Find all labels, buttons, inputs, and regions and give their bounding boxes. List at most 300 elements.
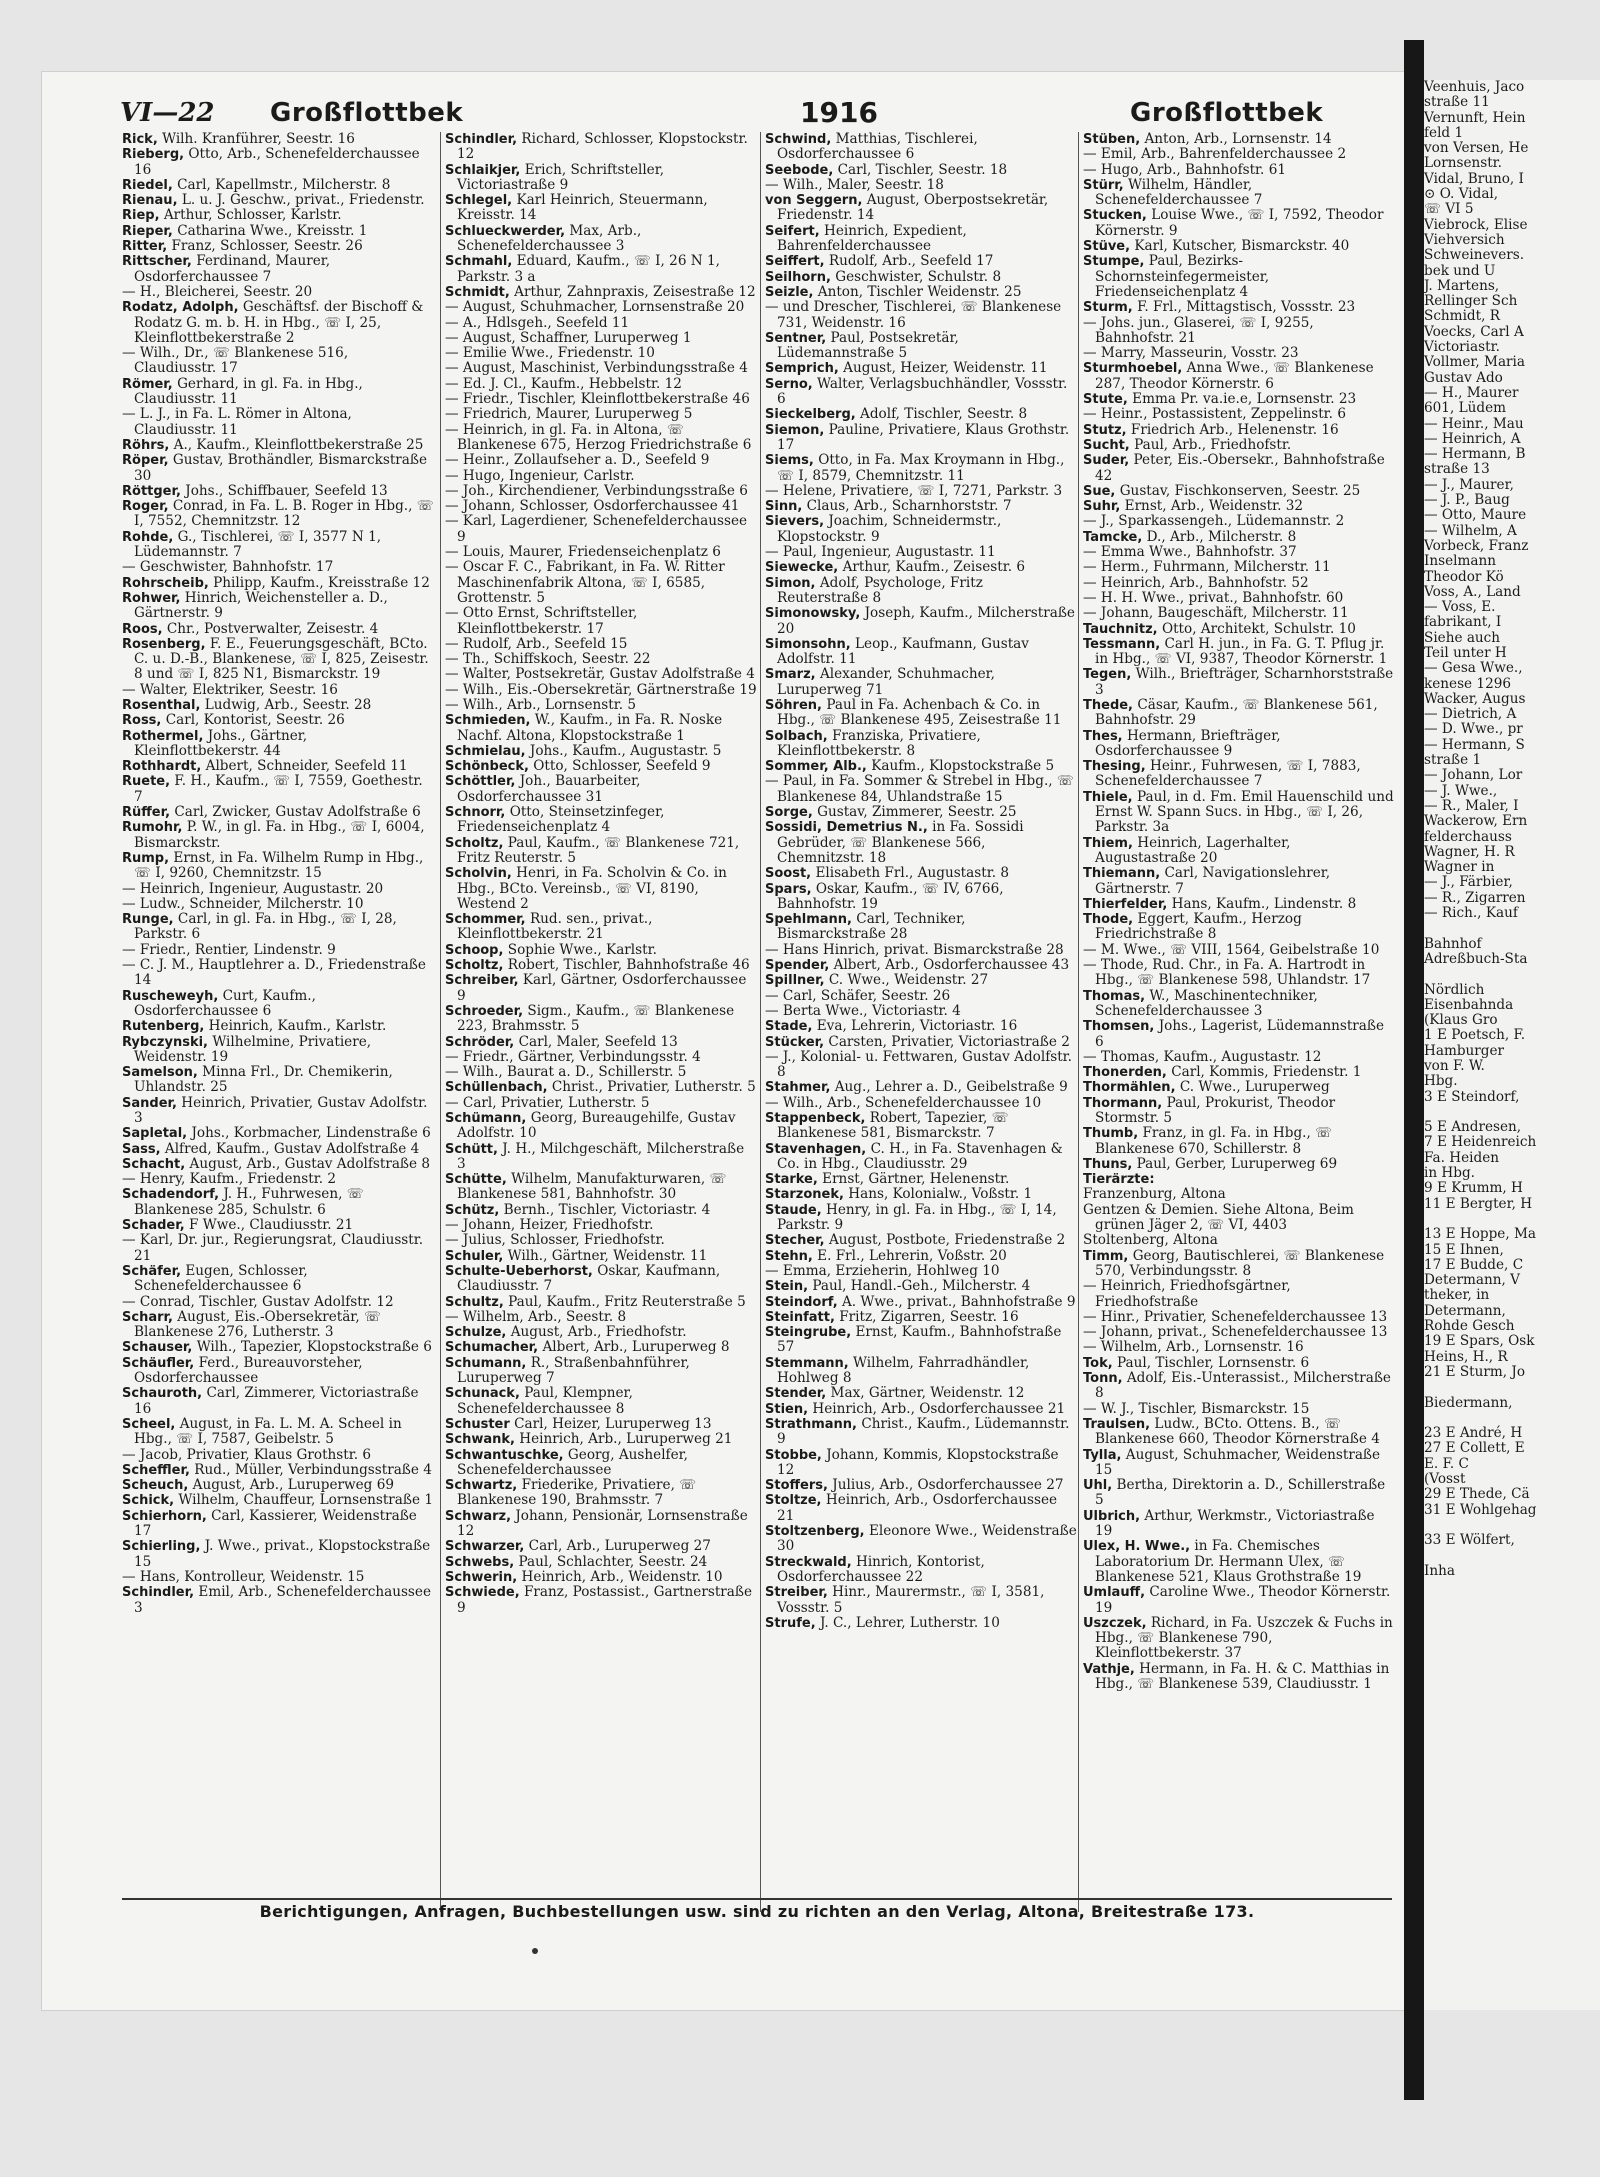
entry-surname: Sander, [122,1095,177,1111]
directory-entry [122,1065,434,1096]
fragment-line: Wagner in [1424,859,1495,876]
entry-details: Carl, Tischler, Seestr. 18 [837,161,1008,178]
fragment-line: Biedermann, [1424,1394,1513,1411]
fragment-line [1424,967,1600,982]
entry-details: — H. H. Wwe., privat., Bahnhofstr. 60 [1083,589,1344,606]
entry-surname: Schüllenbach, [445,1080,548,1096]
entry-surname: Sturm, [1083,300,1133,316]
fragment-line: — Dietrich, A [1424,706,1517,723]
directory-entry [122,1448,434,1463]
entry-surname: Steingrube, [765,1325,852,1341]
entry-details: Johs., Lagerist, Lüdemannstraße 6 [1095,1018,1385,1050]
entry-details: Carl, Maler, Seefeld 13 [518,1033,678,1050]
fragment-line: — R., Zigarren [1424,889,1526,906]
entry-surname: Thode, [1083,912,1134,928]
directory-entry [1083,759,1395,790]
fragment-line: Theodor Kö [1424,568,1504,585]
entry-surname: Stobbe, [765,1447,822,1463]
directory-entry [122,683,434,698]
directory-entry [1083,392,1395,407]
entry-details: Franz, Schlosser, Seestr. 26 [171,238,363,255]
entry-details: Philipp, Kaufm., Kreisstraße 12 [213,574,430,591]
entry-surname: Thede, [1083,697,1134,713]
entry-surname: Steindorf, [765,1294,838,1310]
directory-entry [445,407,757,422]
directory-entry [445,1111,757,1142]
entry-surname: Rohwer, [122,590,181,606]
directory-entry [765,1448,1077,1479]
directory-entry [765,958,1077,973]
directory-entry [765,866,1077,881]
entry-surname: Seilhorn, [765,269,831,285]
entry-surname: Rick, [122,132,158,147]
entry-surname: Schierhorn, [122,1508,207,1524]
directory-entry [1083,1279,1395,1310]
directory-entry [122,1187,434,1218]
entry-details: Carl, Arb., Luruperweg 27 [528,1538,711,1555]
directory-entry [445,1585,757,1616]
entry-surname: Schmahl, [445,254,513,270]
entry-details: Heinrich, Privatier, Gustav Adolfstr. 3 [134,1094,428,1126]
entry-surname: Thes, [1083,728,1123,744]
directory-entry [122,1417,434,1448]
entry-details: L. u. J. Geschw., privat., Friedenstr. [181,192,425,209]
directory-entry [1083,1233,1395,1248]
entry-details: — Johs. jun., Glaserei, ☏ I, 9255, Bahnhofstr. 21 [1083,314,1314,346]
entry-details: Carl, Kommis, Friedenstr. 1 [1171,1064,1362,1081]
directory-entry [122,759,434,774]
directory-entry [765,1325,1077,1356]
entry-details: — Wilh., Baurat a. D., Schillerstr. 5 [445,1064,687,1081]
entry-details: Gerhard, in gl. Fa. in Hbg., Claudiusstr. 11 [134,375,363,408]
entry-details: — Carl, Schäfer, Seestr. 26 [765,987,951,1004]
directory-entry [765,1356,1077,1387]
entry-details: Henry, in gl. Fa. in Hbg., ☏ I, 14, Parkstr. 9 [777,1201,1057,1234]
directory-entry [122,805,434,820]
directory-entry [1083,943,1395,958]
entry-details: Alexander, Schuhmacher, Luruperweg 71 [777,666,995,698]
entry-details: — L. J., in Fa. L. Römer in Altona, Claudiusstr. 11 [122,406,352,438]
entry-details: J. Wwe., privat., Klopstockstraße 15 [134,1538,431,1570]
directory-entry [445,1340,757,1355]
entry-details: Carl, Kontorist, Seestr. 26 [165,712,345,729]
entry-details: Ernst, in Fa. Wilhelm Rump in Hbg., ☏ I, 9260, Chemnitzstr. 15 [134,849,424,882]
entry-surname: Stumpe, [1083,254,1145,270]
directory-entry [122,882,434,897]
fragment-line: straße 1 [1424,752,1482,769]
directory-entry [122,208,434,223]
entry-details: Richard, in Fa. Uszczek & Fuchs in Hbg., ☏ Blankenese 790, Kleinflottbekerstr. 37 [1095,1614,1393,1662]
directory-entry [122,698,434,713]
fragment-line: Determann, V [1424,1272,1520,1289]
entry-details: — Wilh., Arb., Schenefelderchaussee 10 [765,1094,1042,1111]
entry-details: — Johann, Schlosser, Osdorferchaussee 41 [445,498,740,515]
directory-entry [765,729,1077,760]
directory-entry [445,423,757,454]
entry-details: Emma Pr. va.ie.e, Lornsenstr. 23 [1132,391,1357,408]
fragment-line: straße 11 [1424,94,1490,111]
entry-surname: Samelson, [122,1065,198,1081]
directory-entry [445,1050,757,1065]
entry-surname: Rohrscheib, [122,575,209,591]
entry-details: Johs., Korbmacher, Lindenstraße 6 [191,1125,431,1142]
fragment-line: Schmidt, R [1424,308,1500,325]
entry-details: Max, Arb., Schenefelderchaussee 3 [457,222,642,255]
entry-details: Sigm., Kaufm., ☏ Blankenese 223, Brahmsstr. 5 [457,1002,735,1035]
directory-entry [765,499,1077,514]
entry-details: Paul, Arb., Friedhofstr. [1134,436,1292,453]
fragment-line: — Heinrich, A [1424,430,1521,447]
entry-surname: Stoltze, [765,1493,822,1509]
entry-details: August, Arb., Gustav Adolfstraße 8 [189,1155,431,1172]
fragment-line: — Wilhelm, A [1424,522,1517,539]
entry-surname: Thomsen, [1083,1019,1155,1035]
entry-surname: Scheffler, [122,1462,190,1478]
entry-surname: Strathmann, [765,1416,857,1432]
fragment-line: straße 13 [1424,461,1490,478]
entry-surname: Schlegel, [445,193,513,209]
entry-surname: Schwarz, [445,1508,512,1524]
fragment-line: 5 E Andresen, [1424,1119,1522,1136]
entry-details: Leop., Kaufmann, Gustav Adolfstr. 11 [777,635,1029,668]
directory-entry [765,224,1077,255]
fragment-line: Viehversich [1424,231,1505,248]
directory-entry [122,132,434,147]
directory-entry [1083,790,1395,836]
entry-surname: Tamcke, [1083,529,1143,545]
facing-page-fragment [1424,80,1600,2010]
entry-surname: Stemmann, [765,1355,849,1371]
directory-entry [765,1111,1077,1142]
directory-entry [1083,1157,1395,1172]
directory-entry [765,1050,1077,1081]
entry-surname: Starke, [765,1172,818,1188]
entry-details: Otto, Architekt, Schulstr. 10 [1161,620,1356,637]
directory-entry [445,514,757,545]
fragment-line: Bahnhof [1424,935,1482,952]
directory-entry [122,637,434,683]
directory-entry [1083,606,1395,621]
entry-details: August, Postbote, Friedenstraße 2 [828,1232,1066,1249]
fragment-line: Hbg. [1424,1073,1458,1090]
directory-entry [445,1509,757,1540]
entry-details: Peter, Eis.-Obersekr., Bahnhofstraße 42 [1095,452,1385,484]
entry-details: Christ., Kaufm., Lüdemannstr. 9 [777,1415,1070,1448]
entry-surname: Scheuch, [122,1478,189,1494]
entry-surname: Sue, [1083,483,1116,499]
entry-details: Franziska, Privatiere, Kleinflottbekerstr. 8 [777,727,981,759]
directory-entry [122,1096,434,1127]
entry-details: Eduard, Kaufm., ☏ I, 26 N 1, Parkstr. 3 a [457,253,720,285]
entry-details: Anna Wwe., ☏ Blankenese 287, Theodor Körnerstr. 6 [1095,360,1374,392]
entry-surname: Schierling, [122,1539,201,1555]
entry-surname: Schumann, [445,1355,527,1371]
directory-entry [765,1310,1077,1325]
directory-entry [1083,545,1395,560]
fragment-line: (Vosst [1424,1471,1466,1488]
fragment-line: Eisenbahnda [1424,996,1514,1013]
fragment-line: theker, in [1424,1287,1490,1304]
fragment-line: Inselmann [1424,553,1496,570]
entry-surname: Rosenberg, [122,636,206,652]
entry-surname: Timm, [1083,1248,1129,1264]
fragment-line: feld 1 [1424,124,1464,141]
directory-entry [445,193,757,224]
directory-entry [1083,836,1395,867]
entry-surname: Schwebs, [445,1554,515,1570]
directory-entry [445,713,757,744]
directory-entry [1083,514,1395,529]
entry-details: Hinrich, Weichensteller a. D., Gärtnerstr. 9 [134,589,388,622]
entry-surname: Serno, [765,376,813,392]
directory-entry [445,836,757,867]
directory-entry [122,346,434,377]
directory-entry [1083,1402,1395,1417]
entry-surname: Söhren, [765,697,822,713]
entry-details: Anton, Arb., Lornsenstr. 14 [1144,132,1332,147]
fragment-line: — Otto, Maure [1424,507,1527,524]
entry-details: Otto, Steinsetzinfeger, Friedenseichenplatz 4 [457,804,665,836]
entry-details: P. W., in gl. Fa. in Hbg., ☏ I, 6004, Bismarckstr. [134,819,425,851]
directory-entry [765,1172,1077,1187]
entry-surname: Spehlmann, [765,912,852,928]
entry-surname: Rothhardt, [122,759,202,775]
entry-surname: Sentner, [765,330,827,346]
entry-surname: Schader, [122,1218,185,1234]
entry-details: Joachim, Schneidermstr., Klopstockstr. 9 [777,513,1002,545]
entry-details: Heinr., Fuhrwesen, ☏ I, 7883, Schenefelderchaussee 7 [1095,758,1361,790]
directory-entry [445,1096,757,1111]
entry-details: Gustav, Fischkonserven, Seestr. 25 [1119,482,1361,499]
entry-details: F. E., Feuerungsgeschäft, BCto. C. u. D.-B., Blankenese, ☏ I, 825, Zeisestr. 8 und ☏ I, 825 N1, Bismarckstr. 19 [134,635,429,683]
fragment-line: Victoriastr. [1424,339,1500,356]
entry-details: Curt, Kaufm., Osdorferchaussee 6 [134,987,316,1019]
entry-details: — J., Kolonial- u. Fettwaren, Gustav Adolfstr. 8 [765,1048,1072,1081]
directory-entry [765,576,1077,607]
entry-surname: Stecher, [765,1233,825,1249]
fragment-line: — Hermann, S [1424,736,1525,753]
entry-surname: Uhl, [1083,1478,1113,1494]
entry-surname: Tok, [1083,1355,1113,1371]
directory-entry [1083,1448,1395,1479]
fragment-line: von F. W. [1424,1058,1485,1074]
entry-details: — Friedr., Rentier, Lindenstr. 9 [122,941,336,958]
entry-surname: Schwerin, [445,1569,518,1585]
directory-entry [122,147,434,178]
entry-details: — Friedrich, Maurer, Luruperweg 5 [445,406,693,423]
entry-details: Albert, Schneider, Seefeld 11 [205,758,408,775]
directory-entry [765,1080,1077,1095]
entry-details: — Walter, Elektriker, Seestr. 16 [122,681,338,698]
entry-details: Carl H. jun., in Fa. G. T. Pflug jr. in Hbg., ☏ VI, 9387, Theodor Körnerstr. 1 [1095,635,1388,668]
entry-surname: Rodatz, Adolph, [122,300,239,316]
entry-surname: Solbach, [765,728,828,744]
entry-details: Carl, Navigationslehrer, Gärtnerstr. 7 [1095,865,1331,897]
directory-entry [445,1570,757,1585]
column-3 [760,132,1077,1912]
entry-details: Paul, Klempner, Schenefelderchaussee 8 [457,1385,633,1417]
directory-entry [1083,1080,1395,1095]
entry-details: Rudolf, Arb., Seefeld 17 [828,253,994,270]
directory-entry [765,820,1077,866]
directory-entry [122,1126,434,1141]
entry-surname: Schütte, [445,1172,507,1188]
entry-details: Ludw., BCto. Ottens. B., ☏ Blankenese 660, Theodor Körnerstraße 4 [1095,1415,1380,1448]
entry-details: Ernst, Gärtner, Helenenstr. [822,1171,1010,1188]
entry-details: Wilhelmine, Privatiere, Weidenstr. 19 [134,1033,372,1065]
entry-details: Heinrich, Lagerhalter, Augustastraße 20 [1095,834,1291,866]
entry-surname: Smarz, [765,667,816,683]
entry-surname: Rumohr, [122,820,183,836]
directory-entry [765,882,1077,913]
directory-entry [1083,958,1395,989]
fragment-line: — J., Maurer, [1424,476,1514,493]
entry-details: Adolf, Tischler, Seestr. 8 [860,406,1028,423]
directory-entry [445,1448,757,1479]
entry-surname: Thiele, [1083,789,1133,805]
entry-surname: Stutz, [1083,422,1127,438]
entry-details: — Geschwister, Bahnhofstr. 17 [122,559,334,576]
entry-details: Minna Frl., Dr. Chemikerin, Uhlandstr. 25 [134,1064,393,1096]
fragment-line: E. F. C [1424,1455,1469,1472]
entry-details: Paul, Postsekretär, Lüdemannstraße 5 [777,329,959,362]
entry-surname: Tylla, [1083,1447,1122,1463]
directory-entry [122,1478,434,1493]
entry-details: Christ., Privatier, Lutherstr. 5 [551,1079,756,1096]
entry-details: — Hans, Kontrolleur, Weidenstr. 15 [122,1568,365,1585]
entry-details: Conrad, in Fa. L. B. Roger in Hbg., ☏ I, 7552, Chemnitzstr. 12 [134,498,434,530]
directory-entry [445,637,757,652]
entry-surname: Rothermel, [122,728,204,744]
entry-surname: Schümann, [445,1111,527,1126]
entry-surname: Thierfelder, [1083,896,1168,912]
fragment-line: Determann, [1424,1302,1506,1319]
directory-entry [765,423,1077,454]
directory-entry [1083,698,1395,729]
directory-entry [445,744,757,759]
directory-entry [445,1539,757,1554]
directory-entry [1083,163,1395,178]
directory-entry [445,973,757,1004]
entry-surname: Suhr, [1083,499,1121,515]
fragment-line: 1 E Poetsch, F. [1424,1027,1526,1044]
directory-entry [765,1264,1077,1279]
entry-details: — Herm., Fuhrmann, Milcherstr. 11 [1083,559,1331,576]
entry-surname: Roos, [122,621,163,637]
entry-surname: Sucht, [1083,437,1130,453]
directory-entry [122,622,434,637]
entry-details: R., Straßenbahnführer, Luruperweg 7 [457,1354,690,1387]
entry-details: Heinrich, Arb., Osdorferchaussee 21 [777,1492,1058,1524]
column-1 [122,132,434,1912]
entry-surname: Schütt, [445,1141,498,1157]
directory-entry [122,851,434,882]
directory-entry [1083,560,1395,575]
entry-details: Ludwig, Arb., Seestr. 28 [204,696,372,713]
fragment-line: — Heinr., Mau [1424,415,1524,432]
directory-entry [765,484,1077,499]
directory-entry [445,1233,757,1248]
entry-surname: Siemon, [765,422,825,438]
entry-details: Sophie Wwe., Karlstr. [507,941,657,958]
year-heading: 1916 [800,96,878,129]
entry-details: Eva, Lehrerin, Victoriastr. 16 [816,1018,1018,1035]
fragment-line: fabrikant, I [1424,614,1502,631]
entry-surname: Ulbrich, [1083,1508,1141,1524]
directory-entry [445,683,757,698]
entry-details: Elisabeth Frl., Augustastr. 8 [815,865,1009,882]
fragment-line: — J. Wwe., [1424,782,1498,799]
directory-entry [122,1463,434,1478]
directory-entry [1083,499,1395,514]
directory-entry [122,1157,434,1172]
directory-entry [1083,438,1395,453]
entry-details: Erich, Schriftsteller, Victoriastraße 9 [457,161,665,193]
entry-surname: Schmieden, [445,713,531,729]
entry-surname: Rieberg, [122,147,185,163]
entry-details: Henri, in Fa. Scholvin & Co. in Hbg., BCto. Vereinsb., ☏ VI, 8190, Westend 2 [457,865,727,912]
entry-surname: Schmidt, [445,284,510,300]
entry-surname: Schumacher, [445,1340,539,1356]
entry-surname: Schommer, [445,912,526,928]
entry-details: Catharina Wwe., Kreisstr. 1 [177,222,368,239]
entry-details: Geschwister, Schulstr. 8 [835,268,1002,285]
entry-surname: Scholvin, [445,866,512,882]
entry-surname: Schindler, [122,1585,195,1601]
directory-entry [1083,254,1395,300]
fragment-line: ⊙ O. Vidal, [1424,186,1499,203]
entry-details: Adolf, Eis.-Unterassist., Milcherstraße 8 [1095,1370,1391,1402]
directory-entry [445,163,757,194]
entry-details: — Heinrich, Arb., Bahnhofstr. 52 [1083,574,1309,591]
entry-surname: Stender, [765,1386,827,1402]
entry-details: Wilhelm, Händler, Schenefelderchaussee 7 [1095,176,1263,209]
entry-details: Anton, Tischler Weidenstr. 25 [817,283,1022,300]
directory-entry [1083,346,1395,361]
entry-details: — Henry, Kaufm., Friedenstr. 2 [122,1171,337,1188]
entry-details: J. C., Lehrer, Lutherstr. 10 [819,1614,1000,1631]
directory-entry [1083,361,1395,392]
fragment-line: 23 E André, H [1424,1425,1523,1442]
entry-surname: Stoffers, [765,1478,828,1494]
directory-entry [1083,1249,1395,1280]
directory-entry [122,300,434,346]
entry-details: Matthias, Tischlerei, Osdorferchaussee 6 [777,132,978,163]
entry-details: — Paul, Ingenieur, Augustastr. 11 [765,544,996,561]
directory-entry [765,1493,1077,1524]
entry-details: Carl, in gl. Fa. in Hbg., ☏ I, 28, Parkstr. 6 [134,911,397,943]
entry-details: — Wilh., Dr., ☏ Blankenese 516, Claudiusstr. 17 [122,345,349,377]
directory-entry [122,989,434,1020]
entry-details: Paul, Kaufm., ☏ Blankenese 721, Fritz Reuterstr. 5 [457,834,740,866]
entry-surname: Tierärzte: [1083,1172,1155,1188]
directory-entry [1083,1325,1395,1340]
entry-details: — M. Wwe., ☏ VIII, 1564, Geibelstraße 10 [1083,941,1380,958]
entry-surname: Sapletal, [122,1126,188,1142]
entry-details: — Walter, Postsekretär, Gustav Adolfstraße 4 [445,666,755,683]
fragment-line: 17 E Budde, C [1424,1256,1524,1273]
directory-entry [122,912,434,943]
entry-details: August, Oberpostsekretär, Friedenstr. 14 [777,192,1049,224]
directory-entry [765,989,1077,1004]
directory-entry [445,132,757,163]
directory-entry [1083,591,1395,606]
fragment-line: kenese 1296 [1424,675,1512,692]
entry-details: — Joh., Kirchendiener, Verbindungsstraße 6 [445,482,748,499]
entry-details: Hinrich, Kontorist, Osdorferchaussee 22 [777,1553,985,1585]
directory-entry [445,346,757,361]
directory-entry [445,958,757,973]
